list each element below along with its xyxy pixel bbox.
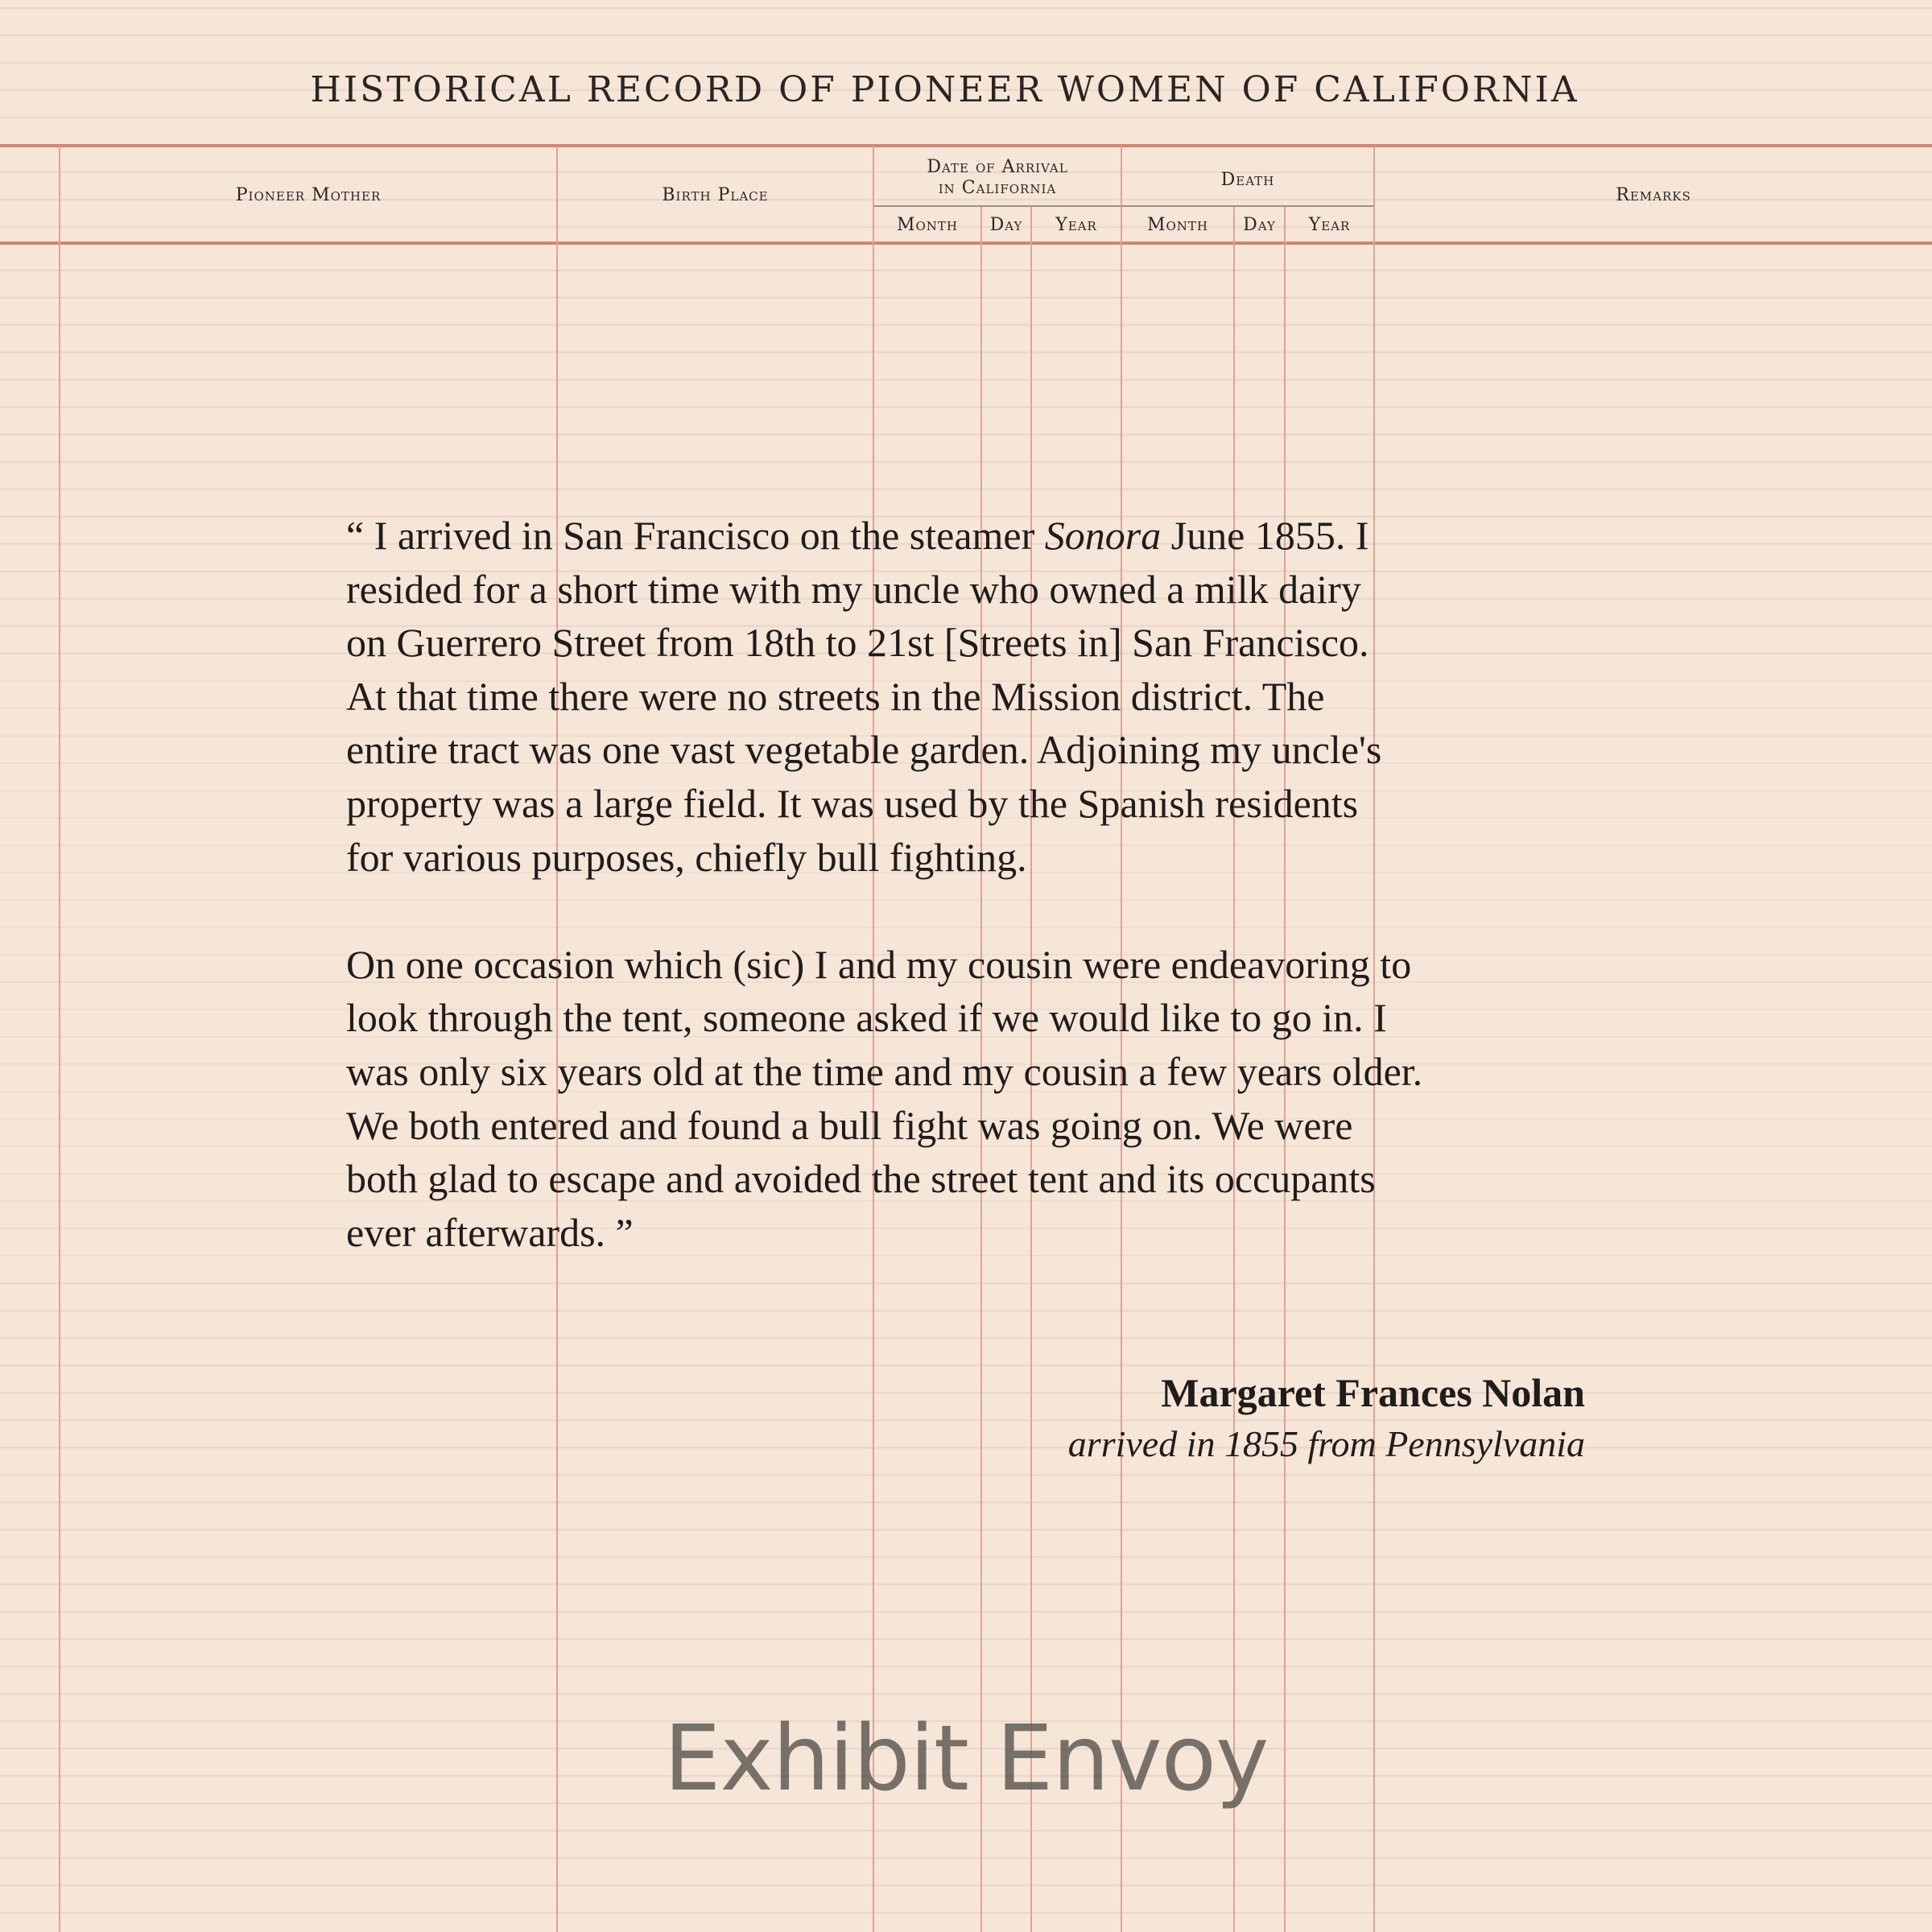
column-header-remarks: Remarks [1616,185,1691,205]
quote-paragraph-1 [346,509,1618,884]
quote-p1-part2: June 1855. I resided for a short time with my uncle who owned a milk dairy on Guerrero Street from 18th to 21st [Streets in] San Francisco. At that time there were no streets in the Mission district. The entire tract was one vast vegetable garden. Adjoining my uncle's property was a large field. It was used by the Spanish residents for various purposes, chiefly bull fighting. [346,513,1382,880]
death-group-rule [1121,205,1373,207]
arrival-group-rule [873,205,1121,207]
header-bottom-rule [0,242,1932,245]
arrival-header-line2: in California [938,178,1057,198]
attribution-name: Margaret Frances Nolan [1161,1370,1585,1415]
column-header-arrival-year: Year [1055,215,1097,235]
column-header-birth-place: Birth Place [662,185,769,205]
column-header-death-day: Day [1243,215,1276,235]
column-header-arrival-day: Day [989,215,1023,235]
column-header-death-year: Year [1308,215,1351,235]
ship-name: Sonora [1044,513,1162,558]
attribution-subtitle: arrived in 1855 from Pennsylvania [1067,1423,1585,1464]
quote-p1-part1: “ I arrived in San Francisco on the steamer [346,513,1045,558]
header-top-rule [0,144,1932,147]
quote-paragraph-2: On one occasion which (sic) I and my cousin were endeavoring to look through the tent, someone asked if we would like to go in. I was only six years old at the time and my cousin a few years older. We both entered and found a bull fight was going on. We were both glad to escape and avoided the street tent and its occupants ever afterwards. ” [346,941,1423,1255]
arrival-header-line1: Date of Arrival [927,157,1068,177]
column-header-death: Death [1220,170,1275,190]
column-header-death-month: Month [1146,215,1209,235]
watermark-text: Exhibit Envoy [663,1707,1269,1811]
quote-block [346,509,1618,1259]
page-title: HISTORICAL RECORD OF PIONEER WOMEN OF CALIFORNIA [310,69,1579,110]
margin-line [59,146,60,1932]
attribution [1068,1367,1585,1470]
column-header-arrival-month: Month [896,215,959,235]
column-header-date-of-arrival [874,157,1121,199]
column-header-pioneer-mother: Pioneer Mother [235,185,382,205]
